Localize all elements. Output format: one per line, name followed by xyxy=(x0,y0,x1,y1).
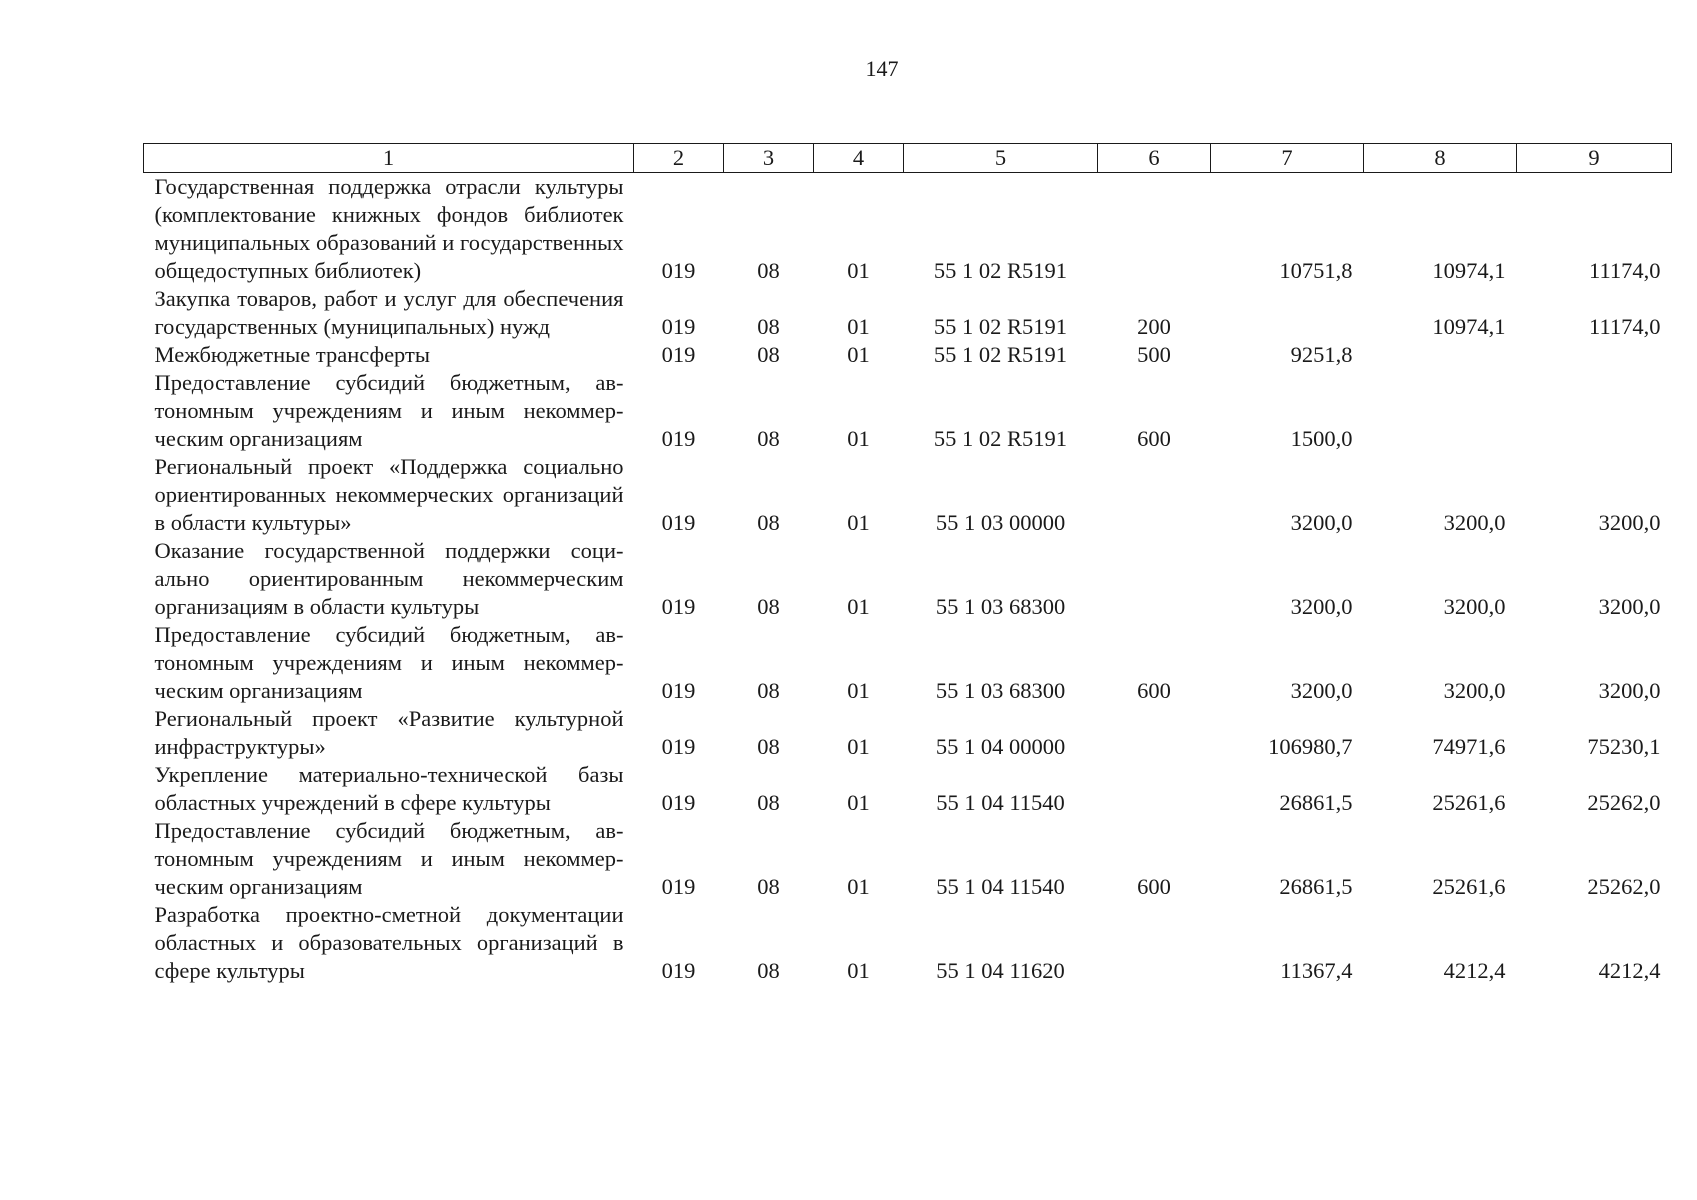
expense-type-code: 500 xyxy=(1137,342,1171,367)
amount-col-9: 25262,0 xyxy=(1587,874,1661,899)
ministry-code: 019 xyxy=(661,426,696,451)
ministry-code: 019 xyxy=(661,258,696,283)
amount-col-9: 11174,0 xyxy=(1589,314,1661,339)
expense-type-code xyxy=(1098,537,1211,621)
ministry-code: 019 xyxy=(661,958,696,983)
amount-col-8: 3200,0 xyxy=(1443,510,1506,535)
target-code: 55 1 02 R5191 xyxy=(933,314,1068,339)
expense-type-code xyxy=(1098,901,1211,985)
target-code: 55 1 02 R5191 xyxy=(933,342,1068,367)
header-cell: 6 xyxy=(1098,144,1211,173)
header-row xyxy=(144,144,1672,173)
target-code: 55 1 02 R5191 xyxy=(933,258,1068,283)
ministry-code: 019 xyxy=(661,790,696,815)
target-code: 55 1 03 68300 xyxy=(935,594,1066,619)
amount-col-9 xyxy=(1517,369,1672,453)
target-code: 55 1 04 11540 xyxy=(936,874,1065,899)
header-cell: 3 xyxy=(724,144,814,173)
table-row xyxy=(144,173,1672,286)
header-cell: 2 xyxy=(634,144,724,173)
amount-col-9: 75230,1 xyxy=(1587,734,1661,759)
header-cell: 5 xyxy=(904,144,1098,173)
ministry-code: 019 xyxy=(661,678,696,703)
section-code: 08 xyxy=(757,342,780,367)
row-name: Региональный проект «Поддержка социально ориентированных некоммерческих организаций в области культуры» xyxy=(154,454,624,535)
subsection-code: 01 xyxy=(847,510,870,535)
ministry-code: 019 xyxy=(661,342,696,367)
target-code: 55 1 04 11620 xyxy=(936,958,1065,983)
subsection-code: 01 xyxy=(847,342,870,367)
table-row xyxy=(144,537,1672,621)
subsection-code: 01 xyxy=(847,734,870,759)
section-code: 08 xyxy=(757,314,780,339)
target-code: 55 1 02 R5191 xyxy=(933,426,1068,451)
amount-col-8: 25261,6 xyxy=(1432,790,1506,815)
row-name: Разработка проектно-сметной документации областных и образовательных организаций в сфере культуры xyxy=(154,902,624,983)
ministry-code: 019 xyxy=(661,734,696,759)
row-name: Региональный проект «Развитие культурной инфраструктуры» xyxy=(154,706,624,759)
expense-type-code: 600 xyxy=(1137,426,1171,451)
amount-col-8: 25261,6 xyxy=(1432,874,1506,899)
header-cell: 9 xyxy=(1517,144,1672,173)
amount-col-8: 4212,4 xyxy=(1443,958,1506,983)
target-code: 55 1 04 11540 xyxy=(936,790,1065,815)
table-row xyxy=(144,369,1672,453)
amount-col-9: 3200,0 xyxy=(1598,510,1661,535)
subsection-code: 01 xyxy=(847,678,870,703)
amount-col-7: 106980,7 xyxy=(1268,734,1353,759)
ministry-code: 019 xyxy=(661,510,696,535)
row-name: Предоставление субсидий бюджетным, автономным учреждениям и иным некоммерческим организациям xyxy=(154,622,624,703)
table-row xyxy=(144,705,1672,761)
page-number: 147 xyxy=(865,56,899,81)
subsection-code: 01 xyxy=(847,874,870,899)
target-code: 55 1 03 68300 xyxy=(935,678,1066,703)
amount-col-9: 25262,0 xyxy=(1587,790,1661,815)
subsection-code: 01 xyxy=(847,790,870,815)
table-header xyxy=(144,144,1672,173)
section-code: 08 xyxy=(757,958,780,983)
amount-col-8 xyxy=(1364,341,1517,369)
amount-col-9: 4212,4 xyxy=(1598,958,1661,983)
table-row xyxy=(144,901,1672,985)
header-cell: 4 xyxy=(814,144,904,173)
amount-col-7: 1500,0 xyxy=(1290,426,1353,451)
section-code: 08 xyxy=(757,594,780,619)
expense-type-code xyxy=(1098,173,1211,286)
row-name: Предоставление субсидий бюджетным, автономным учреждениям и иным некоммерческим организациям xyxy=(154,818,624,899)
amount-col-7: 9251,8 xyxy=(1290,342,1353,367)
header-cell: 8 xyxy=(1364,144,1517,173)
row-name: Предоставление субсидий бюджетным, автономным учреждениям и иным некоммерческим организациям xyxy=(154,370,624,451)
amount-col-7: 26861,5 xyxy=(1279,790,1353,815)
amount-col-8: 74971,6 xyxy=(1432,734,1506,759)
amount-col-9: 3200,0 xyxy=(1598,678,1661,703)
expense-type-code: 600 xyxy=(1137,678,1171,703)
row-name: Оказание государственной поддержки социально ориентированным некоммерческим организациям в области культуры xyxy=(154,538,624,619)
target-code: 55 1 04 00000 xyxy=(935,734,1066,759)
subsection-code: 01 xyxy=(847,426,870,451)
expense-type-code: 600 xyxy=(1137,874,1171,899)
subsection-code: 01 xyxy=(847,314,870,339)
row-name: Закупка товаров, работ и услуг для обеспечения государственных (муниципальных) нужд xyxy=(154,286,624,339)
amount-col-8 xyxy=(1364,369,1517,453)
amount-col-9: 3200,0 xyxy=(1598,594,1661,619)
table-row xyxy=(144,341,1672,369)
amount-col-8: 3200,0 xyxy=(1443,594,1506,619)
amount-col-7: 3200,0 xyxy=(1290,678,1353,703)
ministry-code: 019 xyxy=(661,874,696,899)
target-code: 55 1 03 00000 xyxy=(935,510,1066,535)
table-body xyxy=(144,173,1672,986)
table-row xyxy=(144,817,1672,901)
section-code: 08 xyxy=(757,678,780,703)
header-cell: 7 xyxy=(1211,144,1364,173)
ministry-code: 019 xyxy=(661,594,696,619)
section-code: 08 xyxy=(757,790,780,815)
amount-col-9: 11174,0 xyxy=(1589,258,1661,283)
amount-col-9 xyxy=(1517,341,1672,369)
header-cell: 1 xyxy=(144,144,634,173)
row-name: Укрепление материально-технической базы областных учреждений в сфере культуры xyxy=(154,762,624,815)
row-name: Межбюджетные трансферты xyxy=(154,342,430,367)
amount-col-8: 10974,1 xyxy=(1432,314,1506,339)
row-name: Государственная поддержка отрасли культуры (комплектование книжных фондов библиотек муниципальных образований и государственных общедоступных библиотек) xyxy=(154,174,624,283)
expense-type-code xyxy=(1098,705,1211,761)
section-code: 08 xyxy=(757,258,780,283)
section-code: 08 xyxy=(757,510,780,535)
amount-col-7: 10751,8 xyxy=(1279,258,1353,283)
table-row xyxy=(144,453,1672,537)
budget-table xyxy=(143,143,1672,985)
expense-type-code: 200 xyxy=(1137,314,1171,339)
table-row xyxy=(144,761,1672,817)
section-code: 08 xyxy=(757,874,780,899)
table-row xyxy=(144,621,1672,705)
table-row xyxy=(144,285,1672,341)
expense-type-code xyxy=(1098,761,1211,817)
subsection-code: 01 xyxy=(847,258,870,283)
section-code: 08 xyxy=(757,426,780,451)
amount-col-7 xyxy=(1211,285,1364,341)
amount-col-7: 11367,4 xyxy=(1280,958,1353,983)
subsection-code: 01 xyxy=(847,594,870,619)
amount-col-8: 10974,1 xyxy=(1432,258,1506,283)
section-code: 08 xyxy=(757,734,780,759)
subsection-code: 01 xyxy=(847,958,870,983)
ministry-code: 019 xyxy=(661,314,696,339)
amount-col-7: 26861,5 xyxy=(1279,874,1353,899)
amount-col-8: 3200,0 xyxy=(1443,678,1506,703)
amount-col-7: 3200,0 xyxy=(1290,594,1353,619)
expense-type-code xyxy=(1098,453,1211,537)
amount-col-7: 3200,0 xyxy=(1290,510,1353,535)
